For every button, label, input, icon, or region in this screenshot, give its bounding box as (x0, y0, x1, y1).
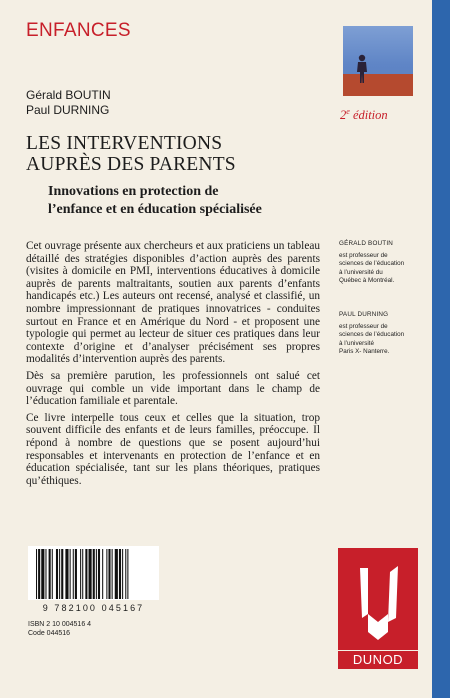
book-subtitle (48, 183, 262, 219)
author-bio (339, 240, 427, 286)
publisher-name: DUNOD (338, 650, 418, 669)
barcode-bar (70, 549, 71, 599)
book-subtitle-line: Innovations en protection de (48, 184, 219, 199)
author-bio (339, 311, 427, 357)
barcode-bar (65, 549, 68, 599)
author-bio-line: sciences de l’éducation (339, 331, 405, 338)
barcode-bar (52, 549, 53, 599)
dunod-flame-logo-icon (338, 548, 418, 650)
edition-label (340, 107, 388, 123)
child-silhouette-icon (353, 54, 371, 84)
edition-number: 2 (340, 108, 347, 123)
author-name: Gérald BOUTIN (26, 88, 111, 102)
barcode-bar (96, 549, 97, 599)
blurb-paragraph: Cet ouvrage présente aux chercheurs et aux praticiens un tableau détaillé des stratégies disponibles d’action auprès des parents (visites à domicile en PMI, interventions éducatives à domicile auprès de parents maltraitants, soutien aux parents d’enfants handicapés etc.) Les auteurs ont recensé, analysé et classifié, un nombre impressionnant de pratiques innovatrices - conduites surtout en France et en Amérique du Nord - et proposent une typologie qui permet au lecteur de situer ces pratiques dans leur contexte d’origine et d’analyser précisément ses propres modalités d’intervention auprès des parents. (26, 240, 320, 366)
blurb-paragraph: Dès sa première parution, les professionnels ont salué cet ouvrage qui comble un vide important dans le champ de l’éducation familiale et parentale. (26, 369, 320, 408)
book-title-line: AUPRÈS DES PARENTS (26, 154, 236, 175)
book-title (26, 133, 236, 175)
isbn-text: ISBN 2 10 004516 4 (28, 621, 92, 628)
barcode-bar (82, 549, 83, 599)
blurb (26, 240, 320, 491)
barcode-bar (125, 549, 126, 599)
author-bio-line: sciences de l’éducation (339, 260, 405, 267)
barcode-bar (112, 549, 113, 599)
barcode-bar (122, 549, 123, 599)
barcode-bar (98, 549, 100, 599)
author-bio-line: est professeur de (339, 251, 388, 259)
barcode-bar (115, 549, 118, 599)
barcode-bar (85, 549, 87, 599)
barcode-bar (56, 549, 58, 599)
barcode-bar (49, 549, 51, 599)
barcode-number: 9 782100 045167 (42, 603, 145, 613)
series-name: ENFANCES (26, 20, 131, 41)
barcode-bar (80, 549, 81, 599)
publisher-logo (338, 548, 418, 668)
barcode-bar (45, 549, 46, 599)
author-bio-line: est professeur de (339, 322, 388, 330)
cover-thumbnail (343, 26, 413, 96)
author-bio-name: PAUL DURNING (339, 311, 389, 318)
author-bio-line: Québec à Montréal. (339, 277, 395, 284)
author-name: Paul DURNING (26, 103, 110, 117)
author-list (26, 88, 111, 118)
isbn-block (28, 620, 91, 638)
edition-word: édition (349, 108, 388, 123)
barcode-bar (93, 549, 95, 599)
barcode-bar (38, 549, 40, 599)
barcode-bar (89, 549, 92, 599)
barcode-bar (127, 549, 128, 599)
barcode-bar (59, 549, 60, 599)
author-bio-name: GÉRALD BOUTIN (339, 240, 394, 247)
blurb-paragraph: Ce livre interpelle tous ceux et celles que la situation, trop souvent difficile des enfants et de leurs familles, préoccupe. Il répond à nombre de questions que se posent aujourd’hui responsables et intervenants en protection de l’enfance et en éducation spécialisée, tant sur les plans théoriques, pratiques qu’éthiques. (26, 411, 320, 487)
product-code: Code 044516 (28, 630, 71, 637)
edition-superscript: e (346, 107, 350, 116)
barcode-bar (106, 549, 107, 599)
author-bio-line: à l’université (339, 339, 374, 347)
barcode (28, 546, 159, 600)
barcode-bar (73, 549, 74, 599)
barcode-bar (41, 549, 44, 599)
book-title-line: LES INTERVENTIONS (26, 133, 223, 154)
barcode-bar (75, 549, 77, 599)
book-subtitle-line: l’enfance et en éducation spécialisée (48, 202, 262, 217)
book-spine-edge (432, 0, 450, 698)
author-bio-line: à l’université du (339, 268, 383, 276)
barcode-bar (108, 549, 110, 599)
barcode-bar (119, 549, 121, 599)
barcode-bars (28, 546, 159, 600)
barcode-bar (61, 549, 63, 599)
barcode-bar (36, 549, 37, 599)
barcode-bar (102, 549, 103, 599)
author-bio-line: Paris X- Nanterre. (339, 348, 390, 355)
